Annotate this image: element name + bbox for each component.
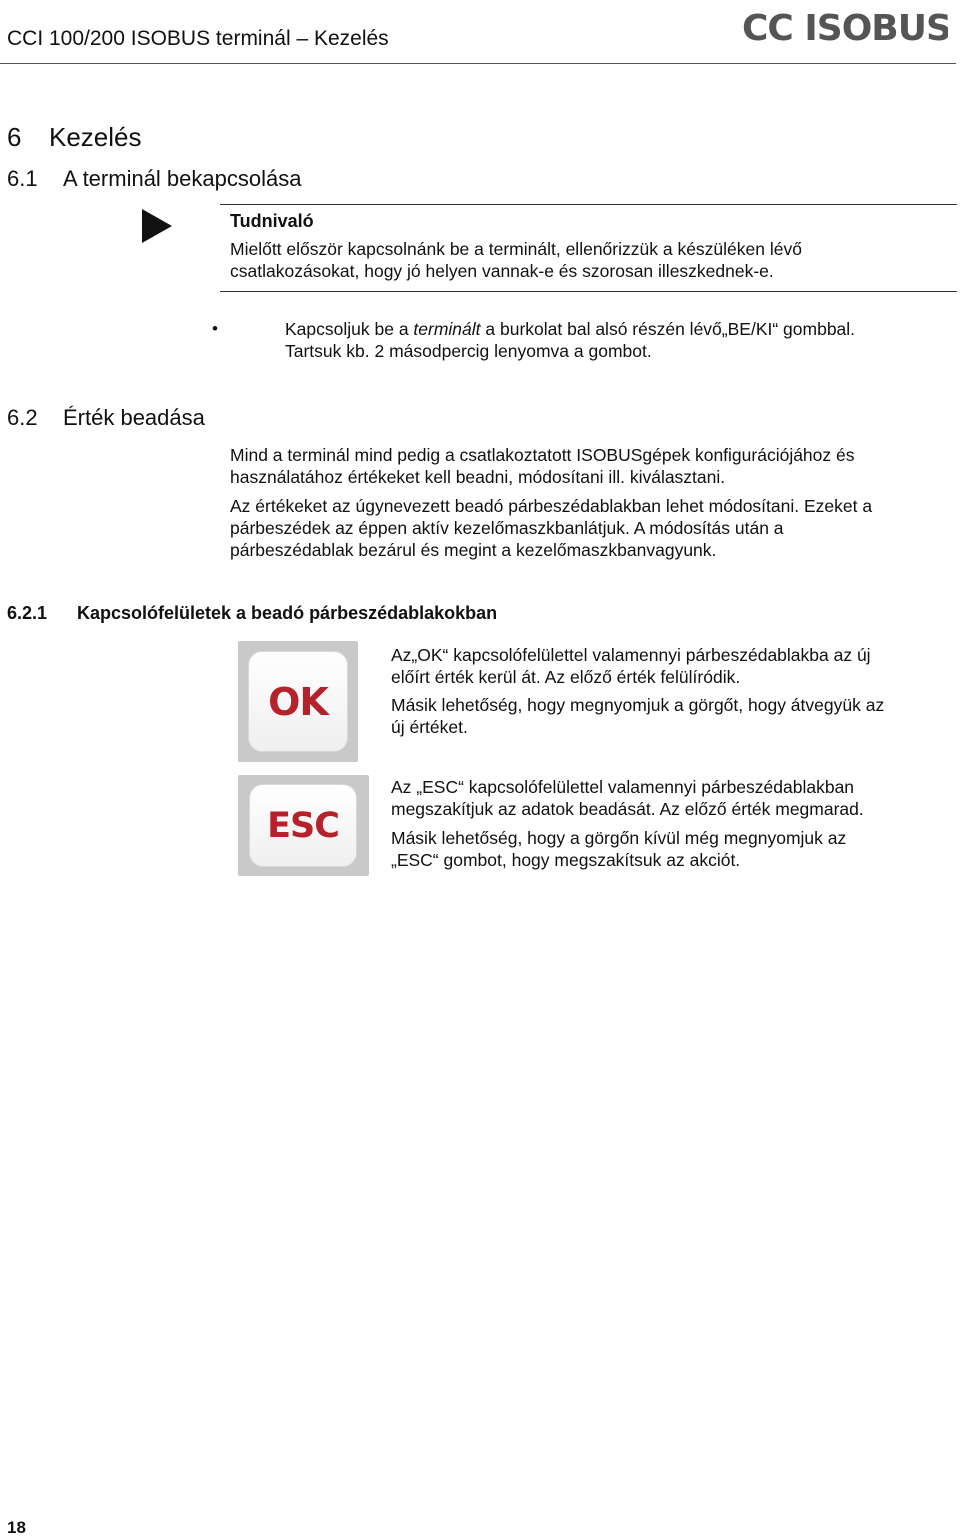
paragraph-line: új értéket. [391,717,468,737]
header-divider [0,63,956,64]
subsection-title: Kapcsolófelületek a beadó párbeszédablakokban [77,603,498,623]
section-heading [7,121,142,153]
paragraph-line: Az értékeket az úgynevezett beadó párbeszédablakban lehet módosítani. Ezeket a [230,496,873,516]
paragraph-line: előírt érték kerül át. Az előző érték felülíródik. [391,667,741,687]
subsection-number: 6.1 [7,166,38,191]
subsection-heading-6-2-1 [7,601,497,625]
ok-button-face [248,651,348,752]
section-title: Kezelés [49,122,142,152]
subsection-number: 6.2.1 [7,603,48,623]
note-line: Mielőtt először kapcsolnánk be a terminált, ellenőrizzük a készüléken lévő [230,239,802,259]
subsection-number: 6.2 [7,405,38,430]
note-text [230,238,930,282]
esc-label: ESC [267,805,339,846]
bullet-instruction [285,318,935,362]
svg-text:CC ISOBUS: CC ISOBUS [742,8,948,48]
paragraph-line: párbeszédablak bezárul és megint a kezelőmaszkbanvagyunk. [230,540,717,560]
subsection-title: Érték beadása [63,405,205,430]
paragraph-line: „ESC“ gombot, hogy megszakítsuk az akciót. [391,850,741,870]
paragraph [230,495,950,561]
bullet-text-part: a burkolat bal alsó részén lévő„BE/KI“ gombbal. [480,319,856,339]
esc-alternative [391,827,951,871]
note-title: Tudnivaló [230,211,314,231]
esc-button-face [249,784,357,867]
paragraph-line: Mind a terminál mind pedig a csatlakoztatott ISOBUSgépek konfigurációjához és [230,445,855,465]
esc-description [391,776,951,820]
cc-isobus-logo [742,4,948,48]
ok-label: OK [268,679,328,724]
subsection-heading-6-1 [7,165,301,193]
paragraph [230,444,950,488]
paragraph-line: Az„OK“ kapcsolófelülettel valamennyi párbeszédablakba az új [391,645,871,665]
paragraph-line: párbeszédek az éppen aktív kezelőmaszkbanlátjuk. A módosítás után a [230,518,784,538]
subsection-heading-6-2 [7,404,205,432]
document-header-title: CCI 100/200 ISOBUS terminál – Kezelés [7,27,389,50]
subsection-title: A terminál bekapcsolása [63,166,302,191]
ok-button-image [238,641,358,762]
paragraph-line: Az „ESC“ kapcsolófelülettel valamennyi párbeszédablakban [391,777,855,797]
section-number: 6 [7,122,22,152]
paragraph-line: Másik lehetőség, hogy megnyomjuk a görgőt, hogy átvegyük az [391,695,885,715]
ok-description [391,644,951,688]
paragraph-line: használatához értékeket kell beadni, módosítani ill. kiválasztani. [230,467,726,487]
paragraph-line: megszakítjuk az adatok beadását. Az előző érték megmarad. [391,799,864,819]
bullet-marker: • [212,319,218,338]
bullet-emphasis: terminált [413,319,481,339]
ok-alternative [391,694,951,738]
bullet-text-part: Kapcsoljuk be a [285,319,414,339]
esc-button-image [238,775,369,876]
bullet-line: Tartsuk kb. 2 másodpercig lenyomva a gombot. [285,341,652,361]
note-line: csatlakozásokat, hogy jó helyen vannak-e és szorosan illeszkednek-e. [230,261,774,281]
triangle-arrow-icon [140,207,174,245]
page-number: 18 [7,1518,26,1537]
paragraph-line: Másik lehetőség, hogy a görgőn kívül még megnyomjuk az [391,828,847,848]
